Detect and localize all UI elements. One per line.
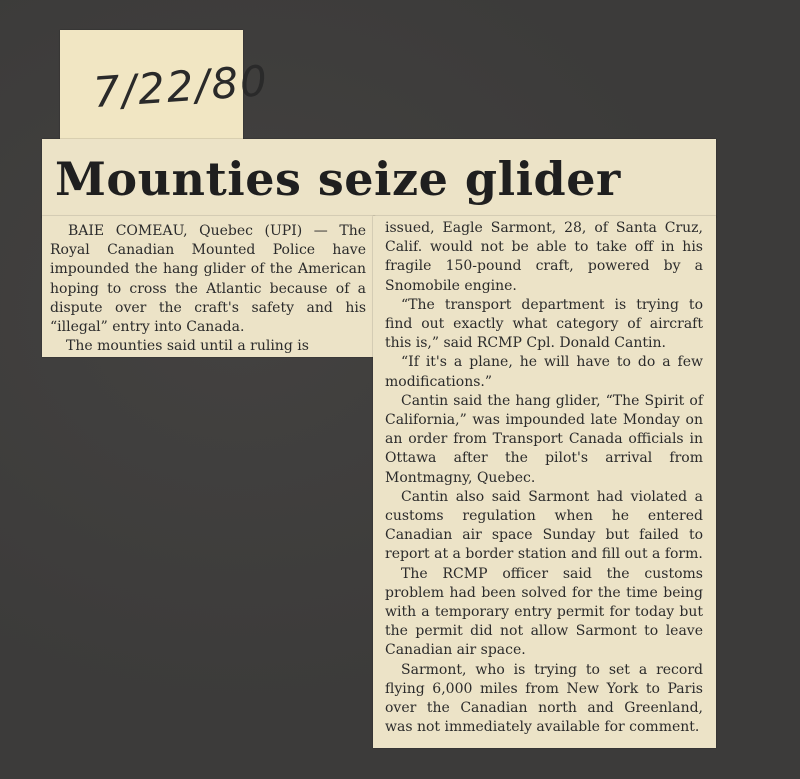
right-column: [385, 219, 703, 737]
left-column: [50, 222, 366, 356]
paragraph: BAIE COMEAU, Quebec (UPI) — The Royal Canadian Mounted Police have impounded the hang glider of the American hoping to cross the Atlantic because of a dispute over the craft's safety and his “illegal” entry into Canada.: [50, 223, 366, 336]
paragraph: “If it's a plane, he will have to do a few modifications.”: [385, 354, 703, 390]
paragraph: Sarmont, who is trying to set a record flying 6,000 miles from New York to Paris over the Canadian north and Greenland, was not immediately available for comment.: [385, 661, 703, 736]
paragraph: Cantin also said Sarmont had violated a customs regulation when he entered Canadian air space Sunday but failed to report at a border station and fill out a form.: [385, 488, 703, 563]
paragraph: The RCMP officer said the customs problem had been solved for the time being with a temporary entry permit for today but the permit did not allow Sarmont to leave Canadian air space.: [385, 565, 703, 659]
paragraph: Cantin said the hang glider, “The Spirit of California,” was impounded late Monday on an order from Transport Canada officials in Ottawa after the pilot's arrival from Montmagny, Quebec.: [385, 392, 703, 486]
paragraph: The mounties said until a ruling is: [66, 338, 309, 355]
paragraph: issued, Eagle Sarmont, 28, of Santa Cruz, Calif. would not be able to take off in his fragile 150-pound craft, powered by a Snomobile engine.: [385, 220, 703, 294]
paragraph: “The transport department is trying to find out exactly what category of aircraft this is,” said RCMP Cpl. Donald Cantin.: [385, 296, 703, 352]
headline: Mounties seize glider: [55, 152, 621, 206]
handwritten-date: 7/22/80: [91, 55, 271, 118]
